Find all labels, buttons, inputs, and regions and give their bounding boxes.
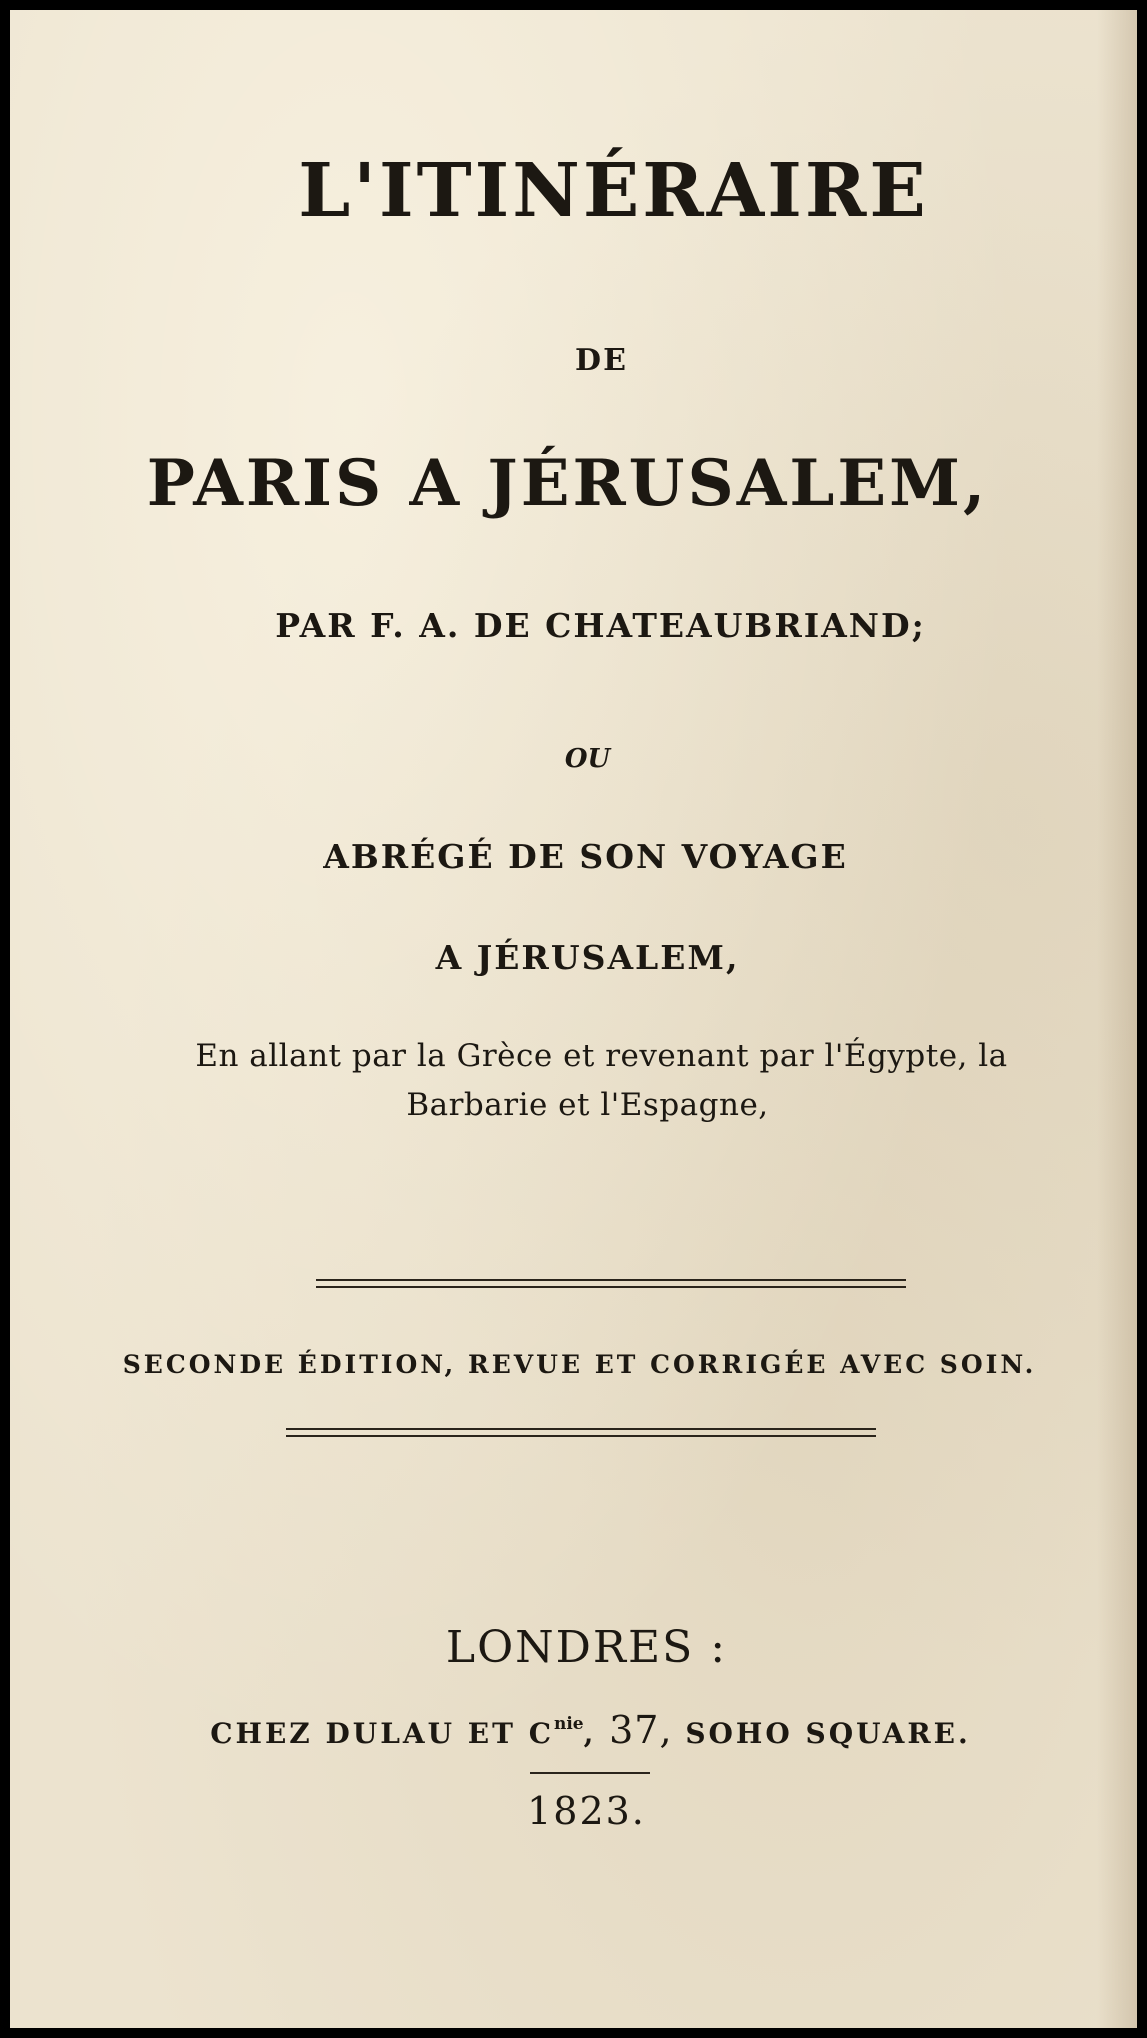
route-description-line-1: En allant par la Grèce et revenant par l'Égypte, la — [195, 1038, 1008, 1074]
book-title: L'ITINÉRAIRE — [298, 148, 929, 234]
publisher-street: SOHO SQUARE. — [685, 1717, 971, 1750]
publisher-superscript: nie — [553, 1714, 584, 1734]
route-description-line-2: Barbarie et l'Espagne, — [406, 1087, 769, 1123]
alt-title-line-1: ABRÉGÉ DE SON VOYAGE — [323, 837, 848, 876]
alternative-word: OU — [564, 744, 611, 774]
book-subject: PARIS A JÉRUSALEM, — [146, 446, 989, 521]
double-rule-top-upper — [316, 1279, 906, 1281]
author-line: PAR F. A. DE CHATEAUBRIAND; — [275, 606, 926, 645]
double-rule-top-lower — [316, 1286, 906, 1288]
publisher-comma: , — [583, 1717, 597, 1750]
title-page — [10, 10, 1137, 2028]
double-rule-bottom-lower — [286, 1435, 876, 1437]
imprint-publisher — [27, 1708, 1137, 1752]
short-rule — [530, 1772, 650, 1774]
alt-title-line-2: A JÉRUSALEM, — [435, 938, 740, 977]
publisher-street-number: 37, — [609, 1708, 673, 1752]
imprint-city: LONDRES : — [445, 1622, 728, 1673]
double-rule-bottom-upper — [286, 1428, 876, 1430]
publisher-name: CHEZ DULAU ET C — [210, 1717, 554, 1750]
edition-statement: SECONDE ÉDITION, REVUE ET CORRIGÉE AVEC SOIN. — [122, 1350, 1037, 1379]
imprint-year: 1823. — [527, 1789, 646, 1833]
title-connector: DE — [575, 343, 628, 378]
